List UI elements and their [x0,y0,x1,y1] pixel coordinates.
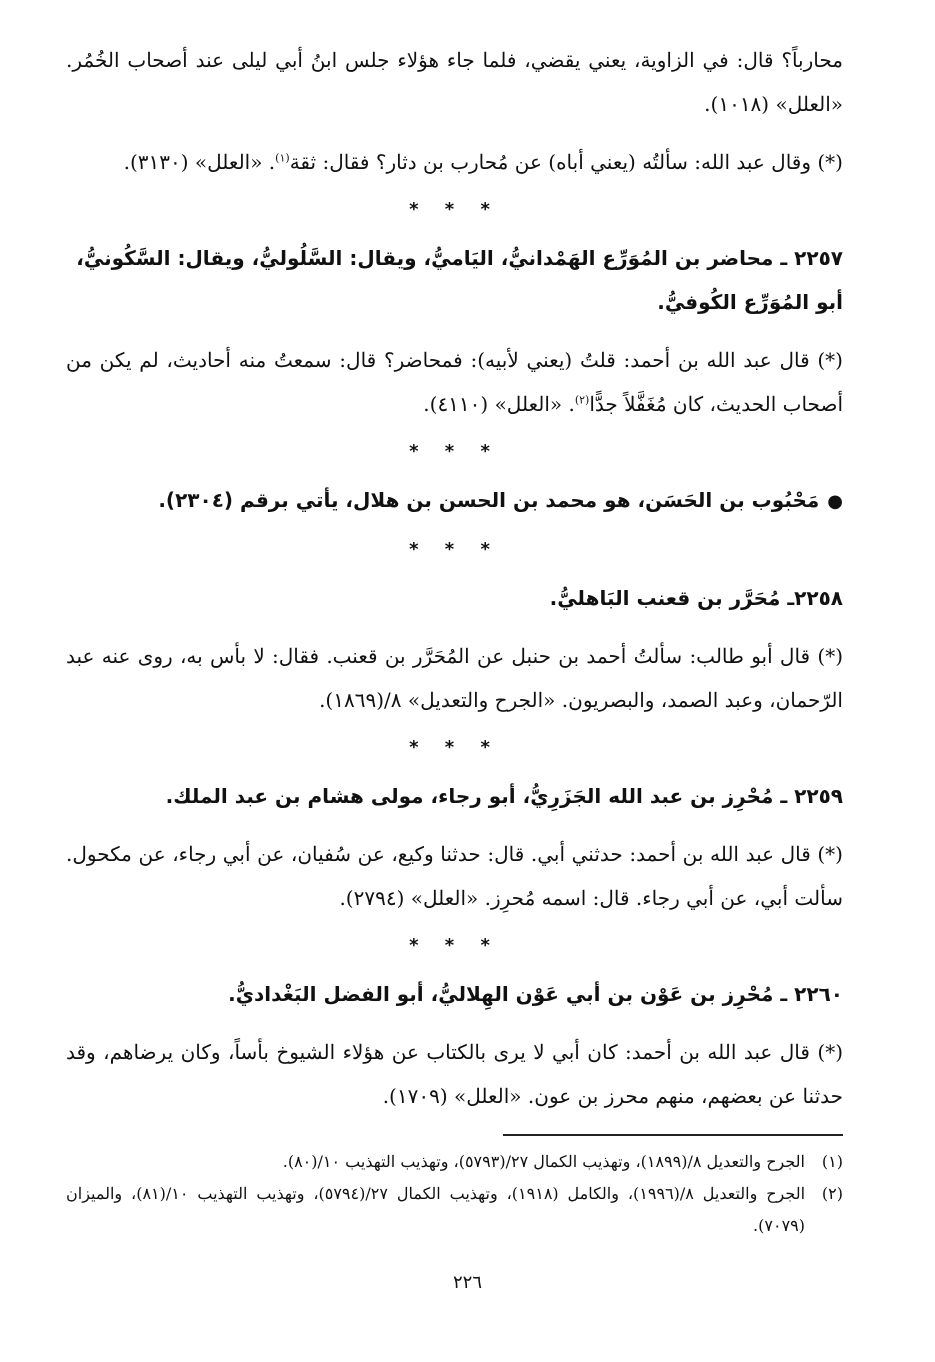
footnote-marker-2: (٢) [574,393,590,407]
entry-heading: ٢٢٥٩ ـ مُحْرِز بن عبد الله الجَزَرِيُّ، أبو رجاء، مولى هشام بن عبد الملك. [165,784,843,808]
cross-reference [66,478,843,524]
entry-heading: ٢٢٥٧ ـ محاضر بن المُوَرِّع الهَمْدانيُّ، اليَاميُّ، ويقال: السَّلُوليُّ، ويقال: السَّكُونيُّ، أبو المُوَرِّع الكُوفيُّ. [76,246,843,314]
intro-paragraph-2-tail: . «العلل» (٣١٣٠). [123,150,276,174]
footnote-divider [503,1134,843,1136]
footnote-marker-1: (١) [275,151,290,165]
entry-2259 [66,774,843,920]
entry-2260 [66,972,843,1118]
footnote-number: (١) [821,1152,843,1171]
entry-text-body: (*) قال عبد الله بن أحمد: قلتُ (يعني لأبيه): فمحاضر؟ قال: سمعتُ منه أحاديث، لم يكن من أصحاب الحديث، كان مُغَفَّلاً جدًّا [66,348,843,416]
entry-2257 [66,236,843,426]
cross-reference-text: مَحْبُوب بن الحَسَن، هو محمد بن الحسن بن هلال، يأتي برقم (٢٣٠٤). [158,488,820,512]
bullet-icon: ● [827,491,843,512]
section-separator: * * * [409,199,500,220]
section-separator: * * * [409,935,500,956]
section-separator: * * * [409,441,500,462]
entry-heading: ٢٢٥٨ـ مُحَرَّر بن قعنب البَاهليُّ. [549,586,843,610]
entry-text: (*) قال أبو طالب: سألتُ أحمد بن حنبل عن المُحَرَّر بن قعنب. فقال: لا بأس به، روى عنه عبد الرّحمان، وعبد الصمد، والبصريون. «الجرح والتعديل» ٨/(١٨٦٩). [66,644,843,712]
entry-text [66,338,843,426]
section-separator: * * * [409,737,500,758]
entry-heading: ٢٢٦٠ ـ مُحْرِز بن عَوْن بن أبي عَوْن الهِلاليُّ، أبو الفضل البَغْداديُّ. [228,982,843,1006]
footnote-number: (٢) [821,1184,843,1203]
entry-text: (*) قال عبد الله بن أحمد: حدثني أبي. قال: حدثنا وكيع، عن سُفيان، عن أبي رجاء، عن مكحول. سألت أبي، عن أبي رجاء. قال: اسمه مُحرِز. «العلل» (٢٧٩٤). [66,842,843,910]
footnote-text: الجرح والتعديل ٨/(١٩٩٦)، والكامل (١٩١٨)، وتهذيب الكمال ٢٧/(٥٧٩٤)، وتهذيب التهذيب ١٠/(٨١)، والميزان (٧٠٧٩). [66,1184,806,1235]
entry-2258 [66,576,843,722]
intro-paragraph-2 [66,140,843,184]
footnote-1 [66,1146,843,1178]
footnote-text: الجرح والتعديل ٨/(١٨٩٩)، وتهذيب الكمال ٢٧/(٥٧٩٣)، وتهذيب التهذيب ١٠/(٨٠). [282,1152,805,1171]
footnotes [66,1146,843,1242]
section-separator: * * * [409,539,500,560]
intro-paragraph-1: محارباً؟ قال: في الزاوية، يعني يقضي، فلما جاء هؤلاء جلس ابنُ أبي ليلى عند أصحاب الخُمُر. «العلل» (١٠١٨). [66,48,843,116]
intro-paragraph-2-text: (*) وقال عبد الله: سألتُه (يعني أباه) عن مُحارب بن دثار؟ فقال: ثقة [289,150,843,174]
entry-text: (*) قال عبد الله بن أحمد: كان أبي لا يرى بالكتاب عن هؤلاء الشيوخ بأساً، وكان يرضاهم، وقد حدثنا عن بعضهم، منهم محرز بن عون. «العلل» (١٧٠٩). [66,1040,843,1108]
page-number: ٢٢٦ [452,1272,482,1293]
entry-text-tail: . «العلل» (٤١١٠). [423,392,575,416]
footnote-2 [66,1178,843,1242]
